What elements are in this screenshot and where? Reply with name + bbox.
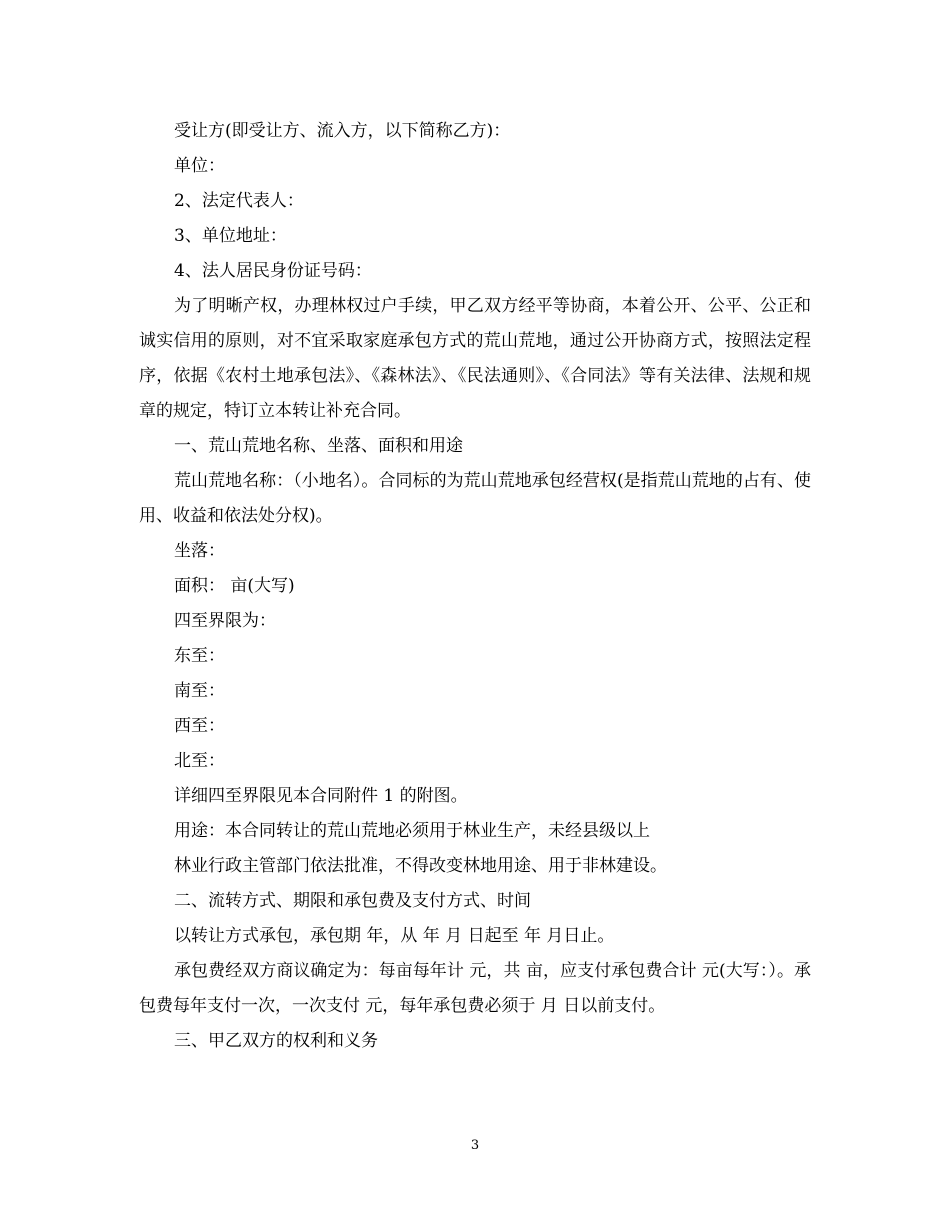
page-number: 3 [470,1138,480,1153]
paragraph-preamble: 为了明晰产权，办理林权过户手续，甲乙双方经平等协商，本着公开、公平、公正和诚实信用的原则，对不宜采取家庭承包方式的荒山荒地，通过公开协商方式，按照法定程序，依据《农村土地承包法》、《森林法》、《民法通则》、《合同法》等有关法律、法规和规章的规定，特订立本转让补充合同。 [139,296,811,421]
paragraph-transferee-heading: 受让方(即受让方、流入方，以下简称乙方)： [174,121,511,141]
paragraph-unit-address: 3、单位地址： [174,226,287,246]
paragraph-area: 面积： 亩(大写) [174,576,295,596]
paragraph-transfer-term: 以转让方式承包，承包期 年，从 年 月 日起至 年 月日止。 [174,926,615,946]
paragraph-north: 北至： [174,751,225,771]
paragraph-usage: 用途：本合同转让的荒山荒地必须用于林业生产，未经县级以上 [174,821,650,841]
paragraph-east: 东至： [174,646,225,666]
paragraph-legal-representative: 2、法定代表人： [174,191,304,211]
section-heading-1: 一、荒山荒地名称、坐落、面积和用途 [174,436,463,456]
paragraph-usage-continued: 林业行政主管部门依法批准，不得改变林地用途、用于非林建设。 [174,856,667,876]
paragraph-boundaries: 四至界限为： [174,611,276,631]
paragraph-fee: 承包费经双方商议确定为：每亩每年计 元，共 亩，应支付承包费合计 元(大写：）。承包费每年支付一次，一次支付 元，每年承包费必须于 月 日以前支付。 [139,961,811,1016]
section-heading-2: 二、流转方式、期限和承包费及支付方式、时间 [174,891,531,911]
paragraph-unit: 单位： [174,156,225,176]
paragraph-west: 西至： [174,716,225,736]
paragraph-location: 坐落： [174,541,225,561]
section-heading-3: 三、甲乙双方的权利和义务 [174,1031,378,1051]
paragraph-id-number: 4、法人居民身份证号码： [174,261,372,281]
paragraph-boundary-detail: 详细四至界限见本合同附件 1 的附图。 [174,786,468,806]
document-body [139,114,811,1059]
paragraph-south: 南至： [174,681,225,701]
paragraph-land-name: 荒山荒地名称：（小地名）。合同标的为荒山荒地承包经营权(是指荒山荒地的占有、使用、收益和依法处分权)。 [139,471,811,526]
